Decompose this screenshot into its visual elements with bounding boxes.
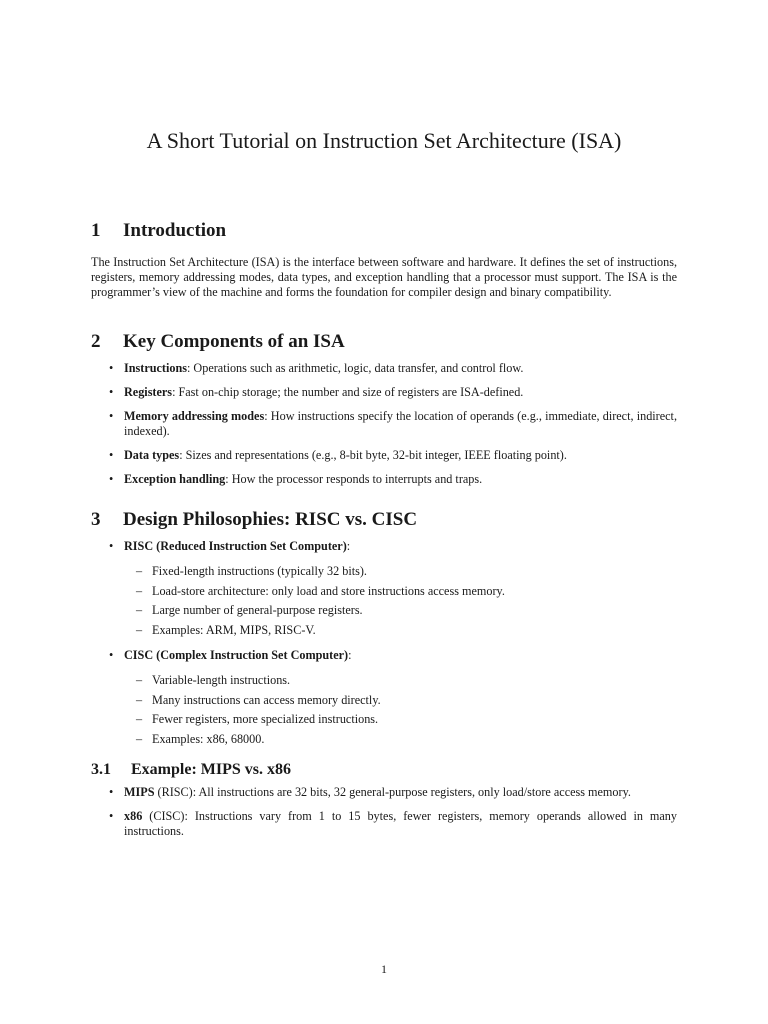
bullet-icon: •	[109, 539, 114, 553]
risc-sublist	[124, 562, 677, 640]
item-term: Memory addressing modes	[124, 409, 265, 423]
sublist-item	[124, 562, 677, 582]
cisc-sublist	[124, 671, 677, 749]
sublist-text: Examples: ARM, MIPS, RISC-V.	[152, 622, 316, 637]
section-design-philosophies	[91, 509, 677, 758]
document-page	[91, 0, 677, 1024]
item-term: Instructions	[124, 361, 187, 375]
item-term: CISC (Complex Instruction Set Computer)	[124, 648, 349, 662]
section-number: 2	[91, 331, 101, 352]
list-item	[91, 785, 677, 800]
item-text: : How the processor responds to interrupts and traps.	[225, 472, 483, 486]
section-title: Design Philosophies: RISC vs. CISC	[123, 509, 418, 530]
list-item	[91, 472, 677, 487]
sublist-item	[124, 582, 677, 602]
item-term: MIPS	[124, 785, 155, 799]
item-text: : Sizes and representations (e.g., 8-bit byte, 32-bit integer, IEEE floating point).	[179, 448, 567, 462]
bullet-icon: •	[109, 409, 114, 423]
bullet-icon: •	[109, 785, 114, 799]
item-term: Exception handling	[124, 472, 226, 486]
subsection-title: Example: MIPS vs. x86	[131, 761, 291, 778]
document-title: A Short Tutorial on Instruction Set Architecture (ISA)	[146, 128, 622, 153]
item-text: (RISC): All instructions are 32 bits, 32 general-purpose registers, only load/store access memory.	[154, 785, 631, 799]
list-item	[91, 361, 677, 376]
item-term: x86	[124, 809, 143, 823]
subsection-mips-vs-x86	[91, 760, 677, 848]
dash-icon: –	[136, 603, 143, 617]
list-item-cisc	[91, 648, 677, 749]
dash-icon: –	[136, 583, 143, 598]
dash-icon: –	[136, 564, 143, 578]
list-item-risc	[91, 539, 677, 640]
section-heading	[91, 331, 677, 353]
list-item	[91, 448, 677, 463]
bullet-icon: •	[109, 385, 114, 399]
dash-icon: –	[136, 673, 143, 687]
sublist-text: Load-store architecture: only load and store instructions access memory.	[152, 583, 505, 598]
item-text: : Fast on-chip storage; the number and size of registers are ISA-defined.	[172, 385, 524, 399]
section-key-components	[91, 331, 677, 496]
intro-paragraph: The Instruction Set Architecture (ISA) is the interface between software and hardware. It defines the set of instructions, registers, memory addressing modes, data types, and exception handling that a processor must support. The ISA is the programmer’s view of the machine and forms the foundation for compiler design and binary compatibility.	[91, 255, 677, 299]
list-item	[91, 809, 677, 839]
item-term: Registers	[124, 385, 173, 399]
item-text: : How instructions specify the location of operands (e.g., immediate, direct, indirect, indexed).	[124, 409, 677, 438]
item-term: RISC (Reduced Instruction Set Computer)	[124, 539, 347, 553]
bullet-icon: •	[109, 472, 114, 486]
bullet-icon: •	[109, 448, 114, 462]
sublist-text: Fewer registers, more specialized instructions.	[152, 712, 379, 726]
item-text: :	[346, 539, 351, 553]
dash-icon: –	[136, 712, 143, 726]
philosophies-list	[91, 539, 677, 749]
sublist-item	[124, 601, 677, 621]
subsection-heading	[91, 760, 677, 780]
sublist-text: Variable-length instructions.	[152, 673, 291, 687]
example-list	[91, 785, 677, 839]
list-item	[91, 409, 677, 439]
section-title: Introduction	[123, 220, 227, 241]
section-number: 3	[91, 509, 101, 530]
sublist-text: Examples: x86, 68000.	[152, 731, 265, 746]
list-item	[91, 385, 677, 400]
bullet-icon: •	[109, 809, 114, 823]
sublist-item	[124, 730, 677, 750]
subsection-number: 3.1	[91, 761, 111, 778]
sublist-text: Many instructions can access memory directly.	[152, 692, 381, 707]
page-number: 1	[381, 962, 387, 976]
dash-icon: –	[136, 692, 143, 707]
item-text: (CISC): Instructions vary from 1 to 15 bytes, fewer registers, memory operands allowed in many instructions.	[124, 809, 677, 838]
sublist-item	[124, 691, 677, 711]
section-introduction	[91, 220, 677, 300]
section-heading	[91, 220, 677, 242]
item-term: Data types	[124, 448, 180, 462]
sublist-item	[124, 671, 677, 691]
sublist-item	[124, 710, 677, 730]
bullet-icon: •	[109, 648, 114, 662]
sublist-text: Large number of general-purpose registers.	[152, 603, 363, 617]
components-list	[91, 361, 677, 487]
dash-icon: –	[136, 731, 143, 746]
item-text: : Operations such as arithmetic, logic, data transfer, and control flow.	[186, 361, 524, 375]
sublist-item	[124, 621, 677, 641]
section-number: 1	[91, 220, 101, 241]
section-heading	[91, 509, 677, 531]
bullet-icon: •	[109, 361, 114, 375]
section-title: Key Components of an ISA	[123, 331, 345, 352]
dash-icon: –	[136, 622, 143, 637]
item-text: :	[348, 648, 352, 662]
sublist-text: Fixed-length instructions (typically 32 bits).	[152, 564, 367, 578]
